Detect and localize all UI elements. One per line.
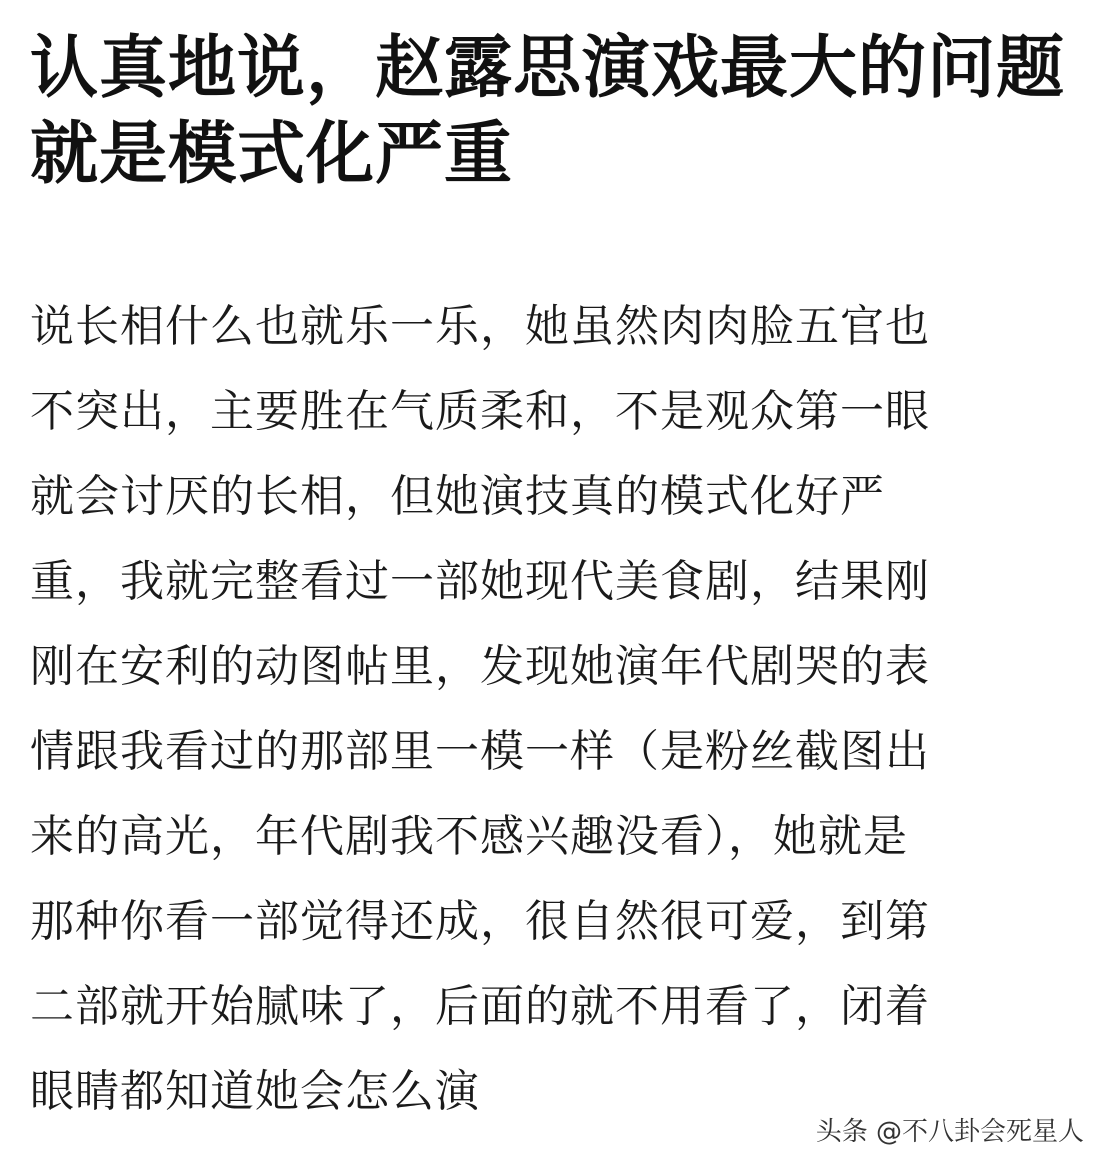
post-title: 认真地说，赵露思演戏最大的问题就是模式化严重 <box>30 29 1066 194</box>
body-line: 说长相什么也就乐一乐，她虽然肉肉脸五官也 <box>30 301 930 352</box>
body-line: 情跟我看过的那部里一模一样（是粉丝截图出 <box>30 726 930 777</box>
post-container <box>30 26 1080 198</box>
body-line: 重，我就完整看过一部她现代美食剧，结果刚 <box>30 556 930 607</box>
body-line: 不突出，主要胜在气质柔和，不是观众第一眼 <box>30 386 930 437</box>
body-line: 来的高光，年代剧我不感兴趣没看），她就是 <box>30 811 908 862</box>
body-line: 那种你看一部觉得还成，很自然很可爱，到第 <box>30 896 930 947</box>
body-line: 二部就开始腻味了，后面的就不用看了，闭着 <box>30 981 930 1032</box>
body-line: 眼睛都知道她会怎么演 <box>30 1066 480 1117</box>
watermark: 头条 @不八卦会死星人 <box>815 1117 1084 1147</box>
body-line: 刚在安利的动图帖里，发现她演年代剧哭的表 <box>30 641 930 692</box>
body-line: 就会讨厌的长相，但她演技真的模式化好严 <box>30 471 885 522</box>
post-body <box>30 284 1030 1134</box>
